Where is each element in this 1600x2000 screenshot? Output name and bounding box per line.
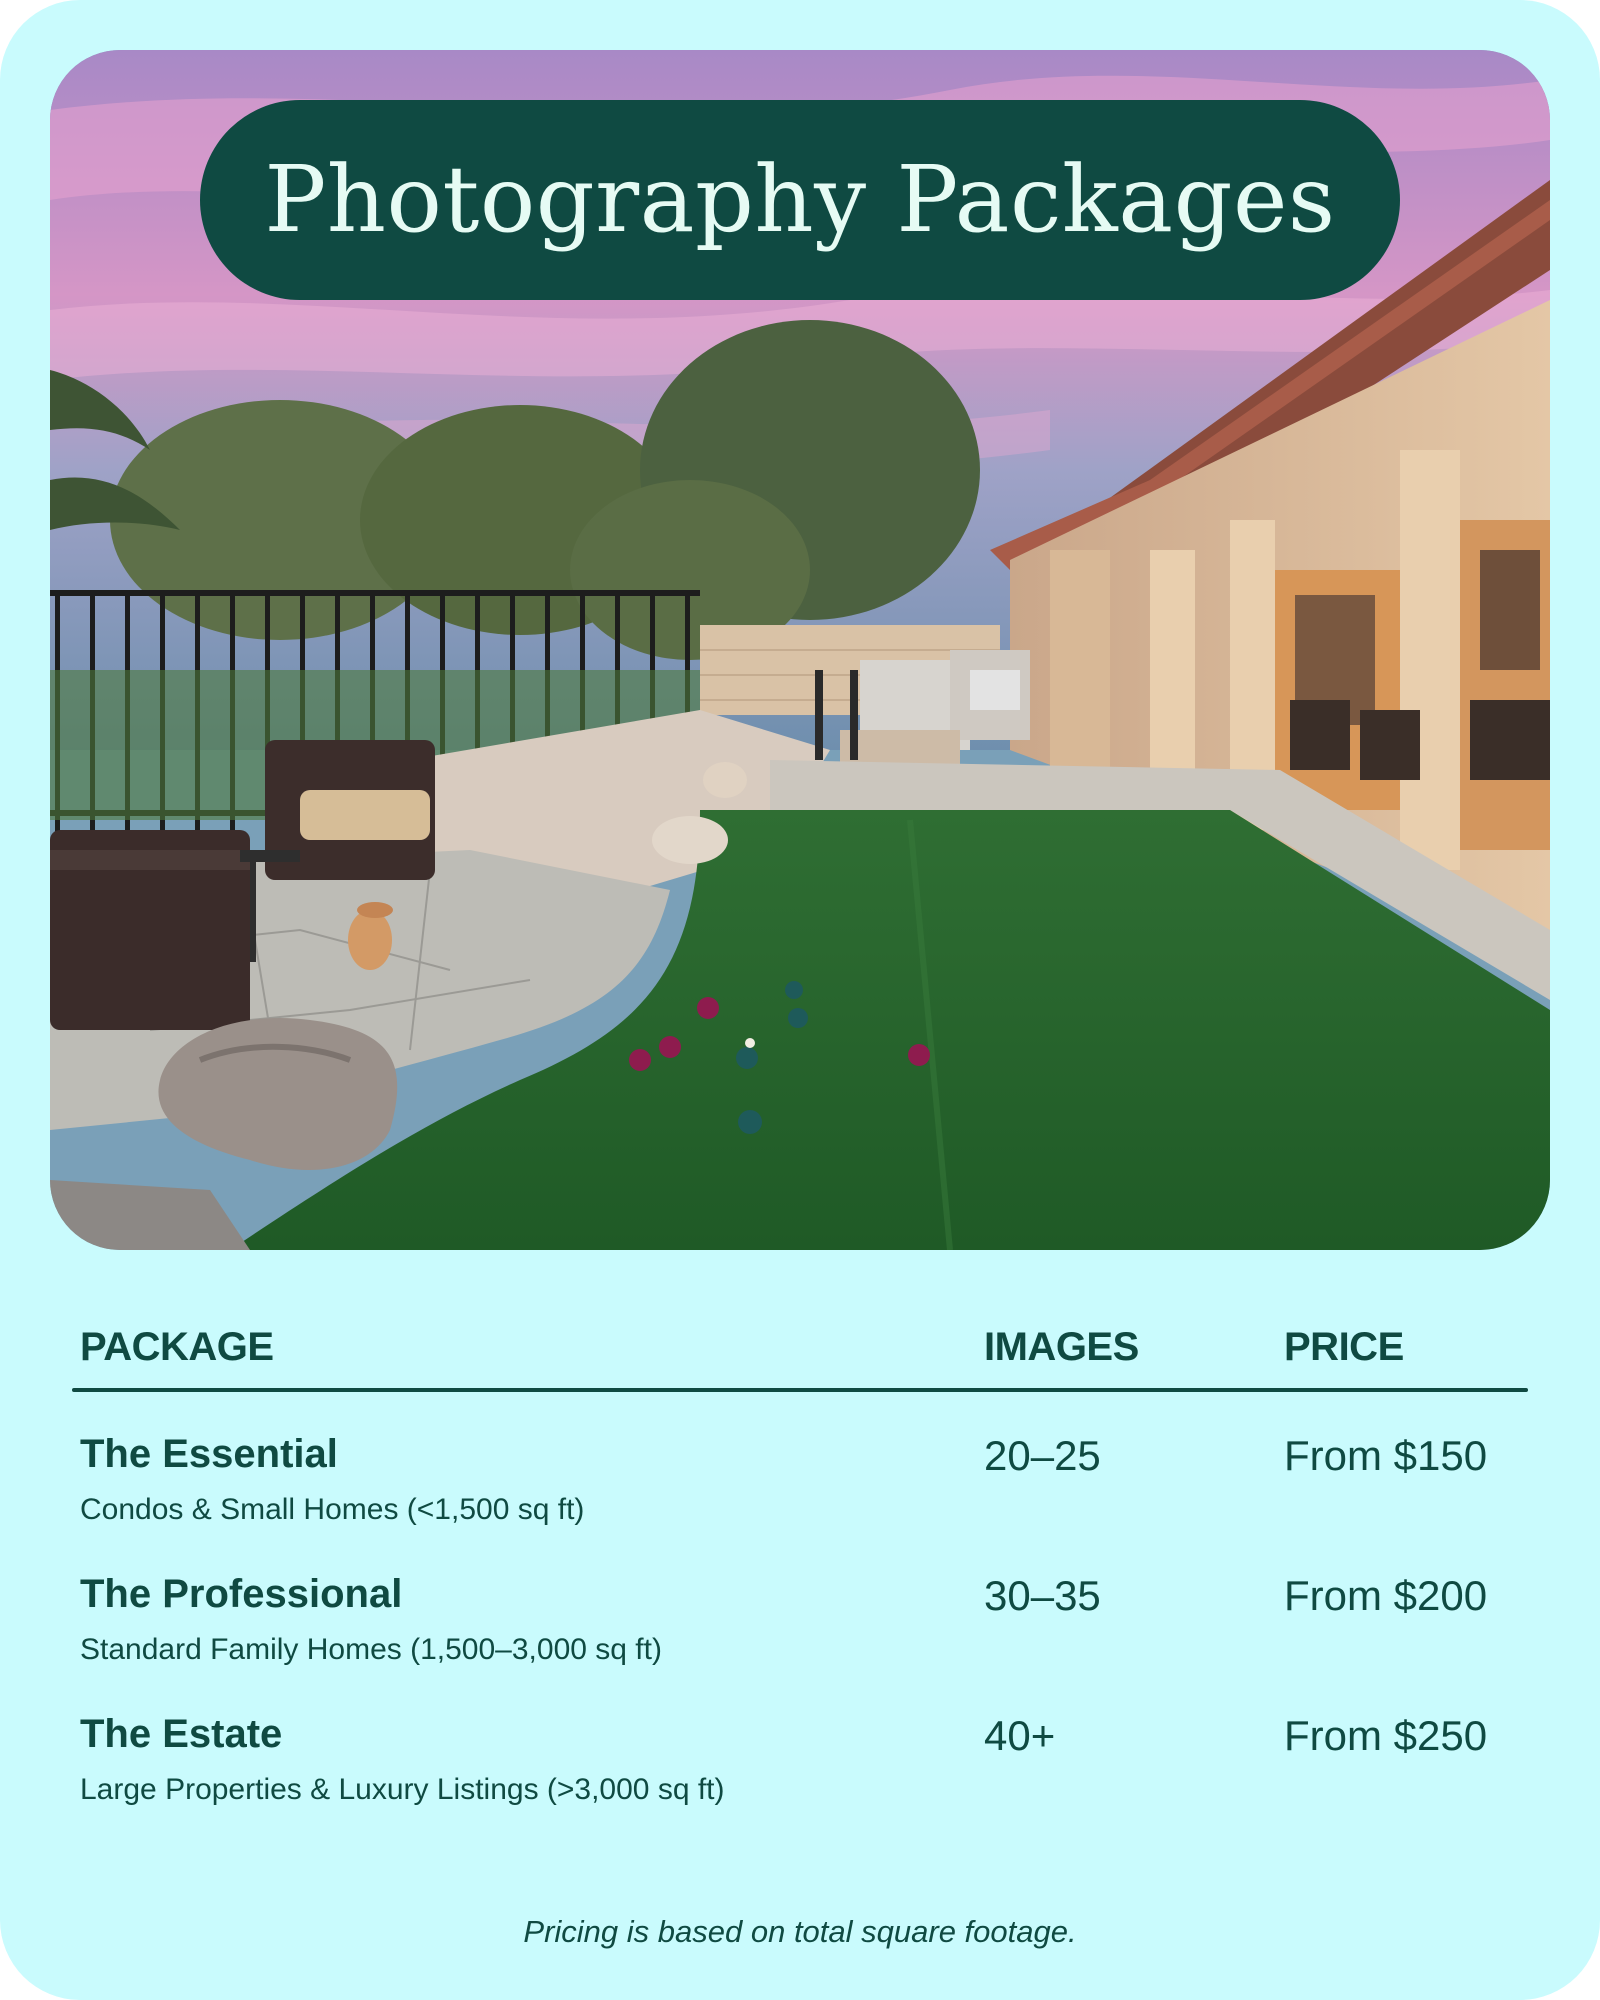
table-row xyxy=(72,1572,1528,1712)
package-images: 30–35 xyxy=(984,1572,1101,1619)
package-name: The Essential xyxy=(80,1432,338,1476)
package-name: The Estate xyxy=(80,1712,283,1756)
package-name: The Professional xyxy=(80,1572,403,1616)
table-header xyxy=(72,1325,1528,1385)
header-divider xyxy=(72,1388,1528,1392)
package-images: 20–25 xyxy=(984,1432,1101,1479)
page-title: Photography Packages xyxy=(264,146,1336,253)
title-banner xyxy=(200,100,1400,300)
table-row xyxy=(72,1432,1528,1572)
pricing-footnote: Pricing is based on total square footage. xyxy=(523,1914,1077,1949)
package-price: From $200 xyxy=(1284,1572,1488,1619)
column-header-package: PACKAGE xyxy=(80,1325,274,1369)
table-body xyxy=(72,1432,1528,1852)
hero-photo xyxy=(50,50,1550,1250)
package-images: 40+ xyxy=(984,1712,1056,1759)
column-header-images: IMAGES xyxy=(984,1325,1139,1369)
column-header-price: PRICE xyxy=(1284,1325,1404,1369)
packages-table xyxy=(72,1325,1528,1806)
package-description: Standard Family Homes (1,500–3,000 sq ft) xyxy=(80,1633,662,1666)
package-price: From $250 xyxy=(1284,1712,1488,1759)
package-price: From $150 xyxy=(1284,1432,1488,1479)
table-row xyxy=(72,1712,1528,1852)
package-description: Large Properties & Luxury Listings (>3,000 sq ft) xyxy=(80,1773,725,1806)
package-description: Condos & Small Homes (<1,500 sq ft) xyxy=(80,1493,585,1526)
